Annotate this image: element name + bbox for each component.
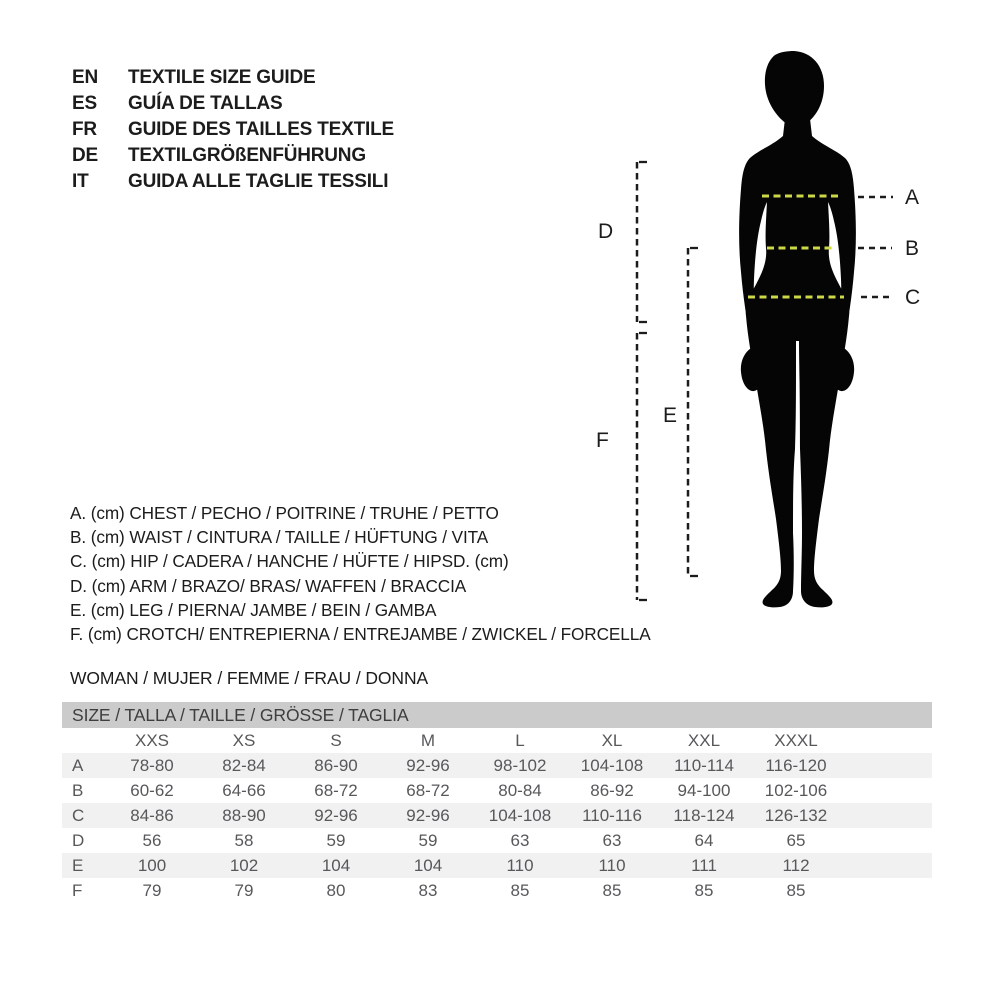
size-value-cell: 64-66 (222, 780, 266, 800)
size-row-d (62, 828, 932, 853)
size-value-cell: 85 (602, 880, 622, 900)
size-value-cell: 84-86 (130, 805, 174, 825)
size-value-cell: 82-84 (222, 755, 266, 775)
size-value-cell: 63 (510, 830, 530, 850)
size-row-a (62, 753, 932, 778)
size-value-cell: 104-108 (580, 755, 644, 775)
language-title: GUÍA DE TALLAS (128, 93, 283, 114)
language-code: ES (72, 93, 97, 114)
size-value-cell: 118-124 (673, 805, 735, 825)
language-code: IT (72, 171, 89, 192)
column-header-m: M (420, 730, 436, 750)
measure-legend-a: A. (cm) CHEST / PECHO / POITRINE / TRUHE / PETTO (70, 502, 499, 523)
size-value-cell: 60-62 (130, 780, 174, 800)
size-row-b (62, 778, 932, 803)
size-value-cell: 63 (602, 830, 622, 850)
size-value-cell: 92-96 (314, 805, 358, 825)
size-value-cell: 98-102 (493, 755, 547, 775)
size-table (62, 702, 932, 903)
measure-legend-f: F. (cm) CROTCH/ ENTREPIERNA / ENTREJAMBE / ZWICKEL / FORCELLA (70, 624, 651, 645)
column-header-row (62, 728, 932, 753)
size-value-cell: 102 (229, 855, 259, 875)
size-value-cell: 86-92 (590, 780, 634, 800)
column-header-l: L (515, 730, 525, 750)
size-value-cell: 102-106 (764, 780, 828, 800)
size-value-cell: 126-132 (764, 805, 828, 825)
size-value-cell: 83 (418, 880, 438, 900)
size-value-cell: 79 (142, 880, 162, 900)
row-label: F (72, 880, 83, 900)
size-value-cell: 110 (506, 855, 534, 875)
size-value-cell: 104-108 (488, 805, 552, 825)
crotch-label: F (596, 429, 609, 452)
size-value-cell: 78-80 (130, 755, 174, 775)
waist-label: B (905, 237, 920, 260)
language-row-en (72, 65, 394, 91)
row-label: E (72, 855, 84, 875)
row-label: B (72, 780, 84, 800)
size-value-cell: 59 (326, 830, 346, 850)
size-value-cell: 65 (786, 830, 806, 850)
arm-label: D (598, 220, 614, 243)
language-row-it (72, 169, 394, 195)
gender-line: WOMAN / MUJER / FEMME / FRAU / DONNA (70, 668, 429, 688)
measure-legend-e: E. (cm) LEG / PIERNA/ JAMBE / BEIN / GAMBA (70, 599, 437, 620)
size-value-cell: 68-72 (314, 780, 358, 800)
silhouette-head (765, 51, 824, 126)
measure-legend-c: C. (cm) HIP / CADERA / HANCHE / HÜFTE / HIPSD. (cm) (70, 551, 509, 572)
chest-label: A (905, 186, 920, 209)
size-row-f (62, 878, 932, 903)
language-code: EN (72, 67, 98, 88)
size-value-cell: 56 (142, 830, 162, 850)
size-value-cell: 111 (691, 855, 717, 875)
size-value-cell: 100 (137, 855, 167, 875)
size-value-cell: 110-116 (582, 805, 642, 825)
size-value-cell: 68-72 (406, 780, 450, 800)
size-value-cell: 112 (782, 855, 810, 875)
size-value-cell: 104 (413, 855, 443, 875)
language-code: DE (72, 145, 98, 166)
silhouette-body (739, 110, 856, 607)
language-row-es (72, 91, 394, 117)
language-title-list (72, 65, 394, 195)
language-title: GUIDE DES TAILLES TEXTILE (128, 119, 394, 140)
measure-legend-d: D. (cm) ARM / BRAZO/ BRAS/ WAFFEN / BRACCIA (70, 575, 467, 596)
size-value-cell: 88-90 (222, 805, 266, 825)
language-row-de (72, 143, 394, 169)
row-label: D (72, 830, 85, 850)
column-header-xl: XL (601, 730, 623, 750)
size-value-cell: 80-84 (498, 780, 542, 800)
size-value-cell: 104 (321, 855, 351, 875)
size-table-grid (62, 728, 932, 903)
column-header-xxl: XXL (687, 730, 721, 750)
size-value-cell: 110 (598, 855, 626, 875)
size-table-title: SIZE / TALLA / TAILLE / GRÖSSE / TAGLIA (62, 702, 932, 728)
size-value-cell: 64 (694, 830, 714, 850)
row-label: A (72, 755, 84, 775)
language-title: GUIDA ALLE TAGLIE TESSILI (128, 171, 389, 192)
column-header-xxxl: XXXL (774, 730, 818, 750)
size-value-cell: 92-96 (406, 805, 450, 825)
size-value-cell: 85 (786, 880, 806, 900)
size-value-cell: 85 (510, 880, 530, 900)
size-value-cell: 94-100 (677, 780, 731, 800)
row-label: C (72, 805, 85, 825)
column-header-xs: XS (232, 730, 256, 750)
size-value-cell: 59 (418, 830, 438, 850)
size-value-cell: 85 (694, 880, 714, 900)
column-header-s: S (330, 730, 342, 750)
language-code: FR (72, 119, 97, 140)
size-value-cell: 86-90 (314, 755, 358, 775)
size-value-cell: 92-96 (406, 755, 450, 775)
size-value-cell: 116-120 (765, 755, 827, 775)
size-value-cell: 80 (326, 880, 346, 900)
language-title: TEXTILE SIZE GUIDE (128, 67, 316, 88)
size-row-c (62, 803, 932, 828)
language-title: TEXTILGRÖßENFÜHRUNG (128, 145, 366, 166)
size-value-cell: 79 (234, 880, 254, 900)
language-row-fr (72, 117, 394, 143)
leg-label: E (663, 404, 678, 427)
hip-label: C (905, 286, 921, 309)
column-header-xxs: XXS (134, 730, 170, 750)
size-value-cell: 58 (234, 830, 254, 850)
measure-legend-b: B. (cm) WAIST / CINTURA / TAILLE / HÜFTUNG / VITA (70, 526, 489, 547)
measure-legend (70, 501, 651, 647)
size-row-e (62, 853, 932, 878)
size-value-cell: 110-114 (674, 755, 734, 775)
